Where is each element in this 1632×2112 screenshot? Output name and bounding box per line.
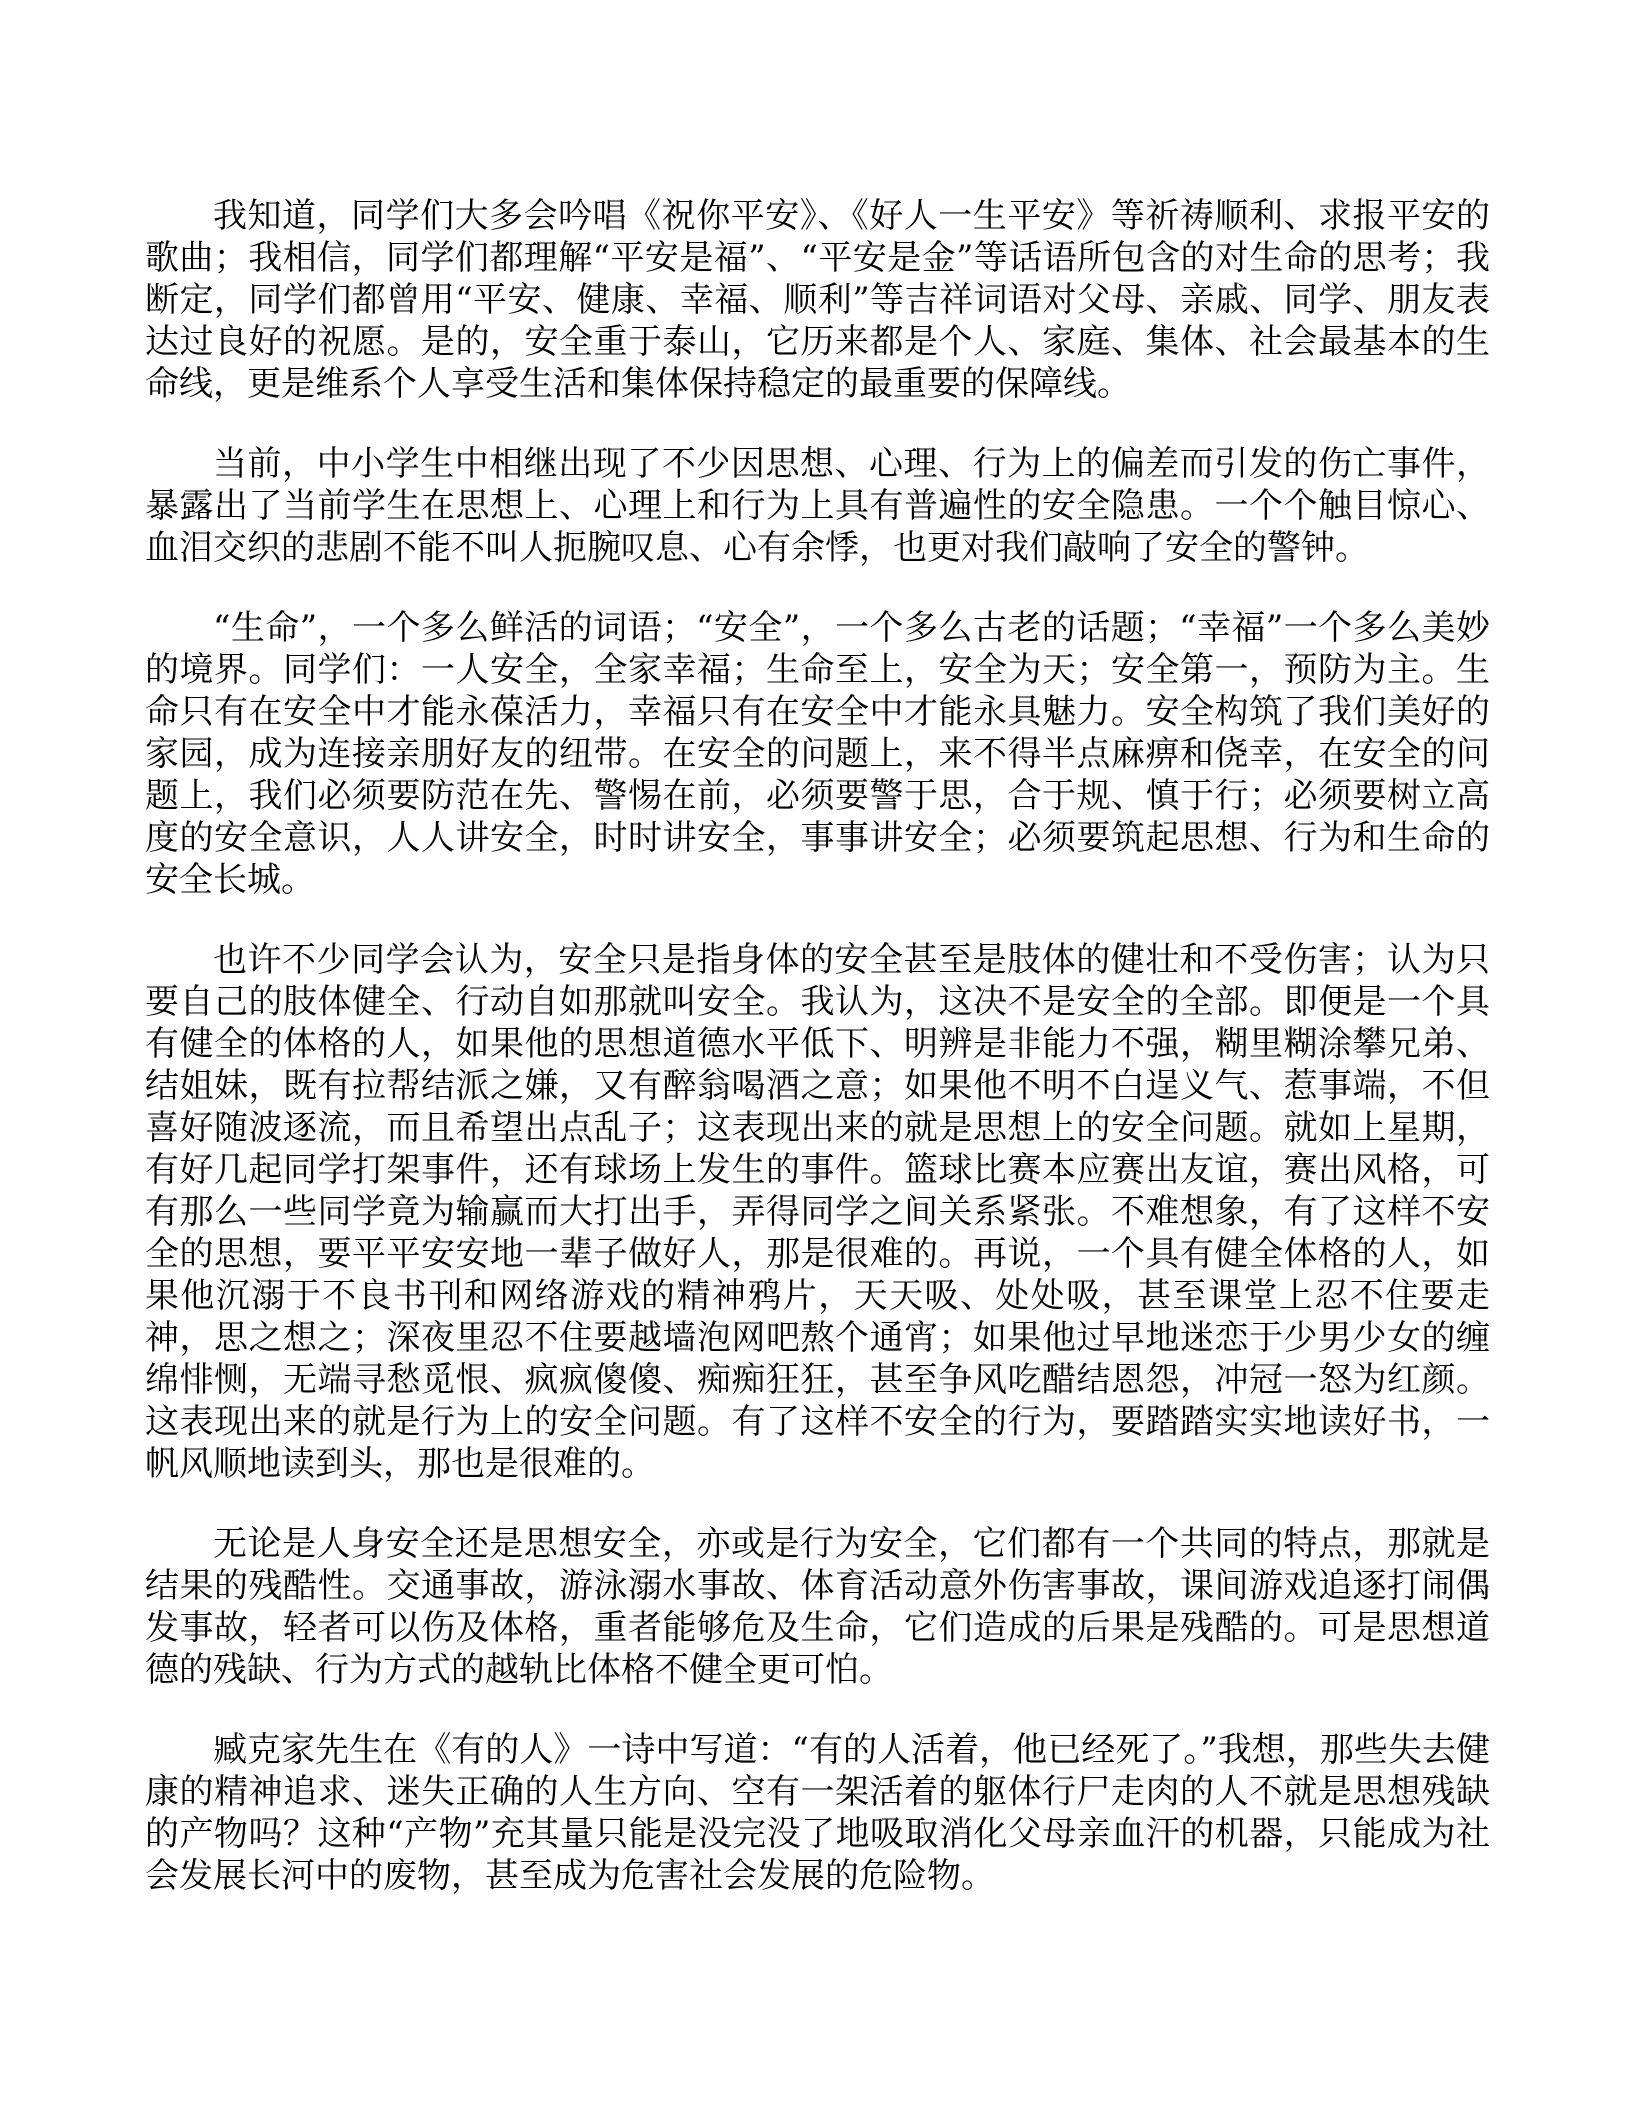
paragraph: 臧克家先生在《有的人》一诗中写道：“有的人活着，他已经死了。”我想，那些失去健康的精神追求、迷失正确的人生方向、空有一架活着的躯体行尸走肉的人不就是思想残缺的产物吗？这种“产物”充其量只能是没完没了地吸取消化父母亲血汗的机器，只能成为社会发展长河中的废物，甚至成为危害社会发展的危险物。 xyxy=(145,1730,1490,1896)
paragraph: 我知道，同学们大多会吟唱《祝你平安》、《好人一生平安》等祈祷顺利、求报平安的歌曲；我相信，同学们都理解“平安是福”、“平安是金”等话语所包含的对生命的思考；我断定，同学们都曾用“平安、健康、幸福、顺利”等吉祥词语对父母、亲戚、同学、朋友表达过良好的祝愿。是的，安全重于泰山，它历来都是个人、家庭、集体、社会最基本的生命线，更是维系个人享受生活和集体保持稳定的最重要的保障线。 xyxy=(145,196,1490,404)
paragraph: 当前，中小学生中相继出现了不少因思想、心理、行为上的偏差而引发的伤亡事件，暴露出了当前学生在思想上、心理上和行为上具有普遍性的安全隐患。一个个触目惊心、血泪交织的悲剧不能不叫人扼腕叹息、心有余悸，也更对我们敲响了安全的警钟。 xyxy=(145,444,1490,568)
paragraph: 也许不少同学会认为，安全只是指身体的安全甚至是肢体的健壮和不受伤害；认为只要自己的肢体健全、行动自如那就叫安全。我认为，这决不是安全的全部。即便是一个具有健全的体格的人，如果他的思想道德水平低下、明辨是非能力不强，糊里糊涂攀兄弟、结姐妹，既有拉帮结派之嫌，又有醉翁喝酒之意；如果他不明不白逞义气、惹事端，不但喜好随波逐流，而且希望出点乱子；这表现出来的就是思想上的安全问题。就如上星期，有好几起同学打架事件，还有球场上发生的事件。篮球比赛本应赛出友谊，赛出风格，可有那么一些同学竟为输赢而大打出手，弄得同学之间关系紧张。不难想象，有了这样不安全的思想，要平平安安地一辈子做好人，那是很难的。再说，一个具有健全体格的人，如果他沉溺于不良书刊和网络游戏的精神鸦片，天天吸、处处吸，甚至课堂上忍不住要走神，思之想之；深夜里忍不住要越墙泡网吧熬个通宵；如果他过早地迷恋于少男少女的缠绵悱恻，无端寻愁觅恨、疯疯傻傻、痴痴狂狂，甚至争风吃醋结恩怨，冲冠一怒为红颜。这表现出来的就是行为上的安全问题。有了这样不安全的行为，要踏踏实实地读好书，一帆风顺地读到头，那也是很难的。 xyxy=(145,940,1490,1484)
paragraph: “生命”，一个多么鲜活的词语；“安全”，一个多么古老的话题；“幸福”一个多么美妙的境界。同学们：一人安全，全家幸福；生命至上，安全为天；安全第一，预防为主。生命只有在安全中才能永葆活力，幸福只有在安全中才能永具魅力。安全构筑了我们美好的家园，成为连接亲朋好友的纽带。在安全的问题上，来不得半点麻痹和侥幸，在安全的问题上，我们必须要防范在先、警惕在前，必须要警于思，合于规、慎于行；必须要树立高度的安全意识，人人讲安全，时时讲安全，事事讲安全；必须要筑起思想、行为和生命的安全长城。 xyxy=(145,608,1490,900)
paragraph: 无论是人身安全还是思想安全，亦或是行为安全，它们都有一个共同的特点，那就是结果的残酷性。交通事故，游泳溺水事故、体育活动意外伤害事故，课间游戏追逐打闹偶发事故，轻者可以伤及体格，重者能够危及生命，它们造成的后果是残酷的。可是思想道德的残缺、行为方式的越轨比体格不健全更可怕。 xyxy=(145,1524,1490,1690)
